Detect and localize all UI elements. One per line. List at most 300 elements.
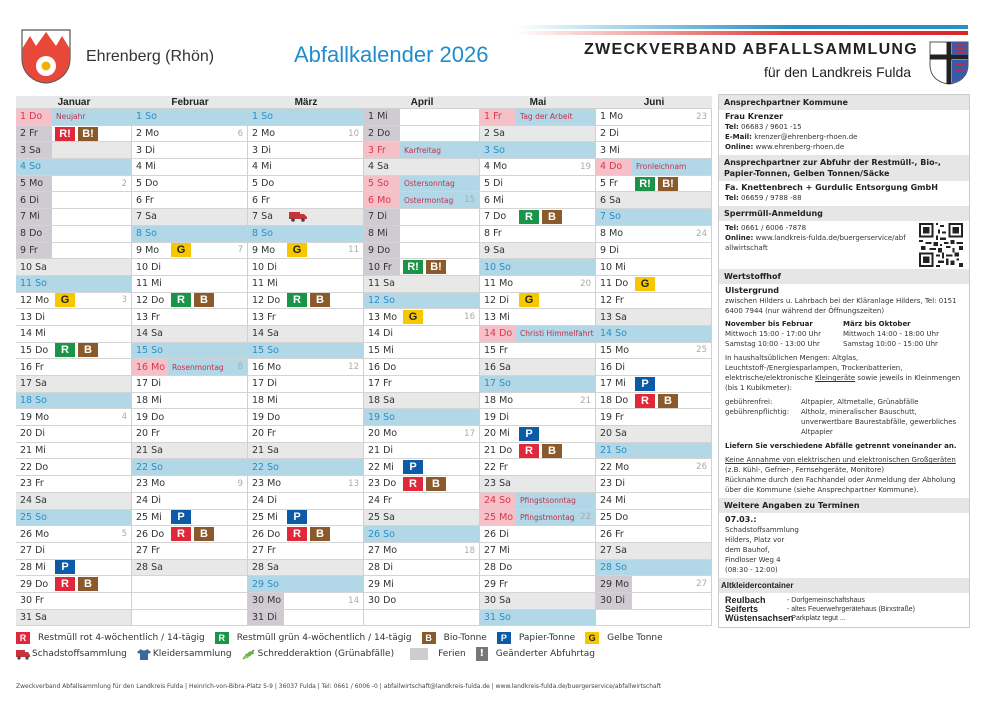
section-kommune — [719, 110, 969, 155]
day-label: 10 Di — [136, 261, 162, 273]
week-number: 10 — [348, 128, 359, 139]
day-row — [248, 159, 363, 176]
day-row — [248, 276, 363, 293]
branch-icon — [242, 649, 256, 660]
day-label: 24 Fr — [368, 495, 392, 507]
holiday-name: Fronleichnam — [636, 162, 687, 172]
day-row — [16, 142, 131, 159]
day-label: 11 Mo — [484, 278, 514, 290]
restmuell-rot-changed-badge: R! — [55, 127, 75, 141]
day-row — [132, 476, 247, 493]
month-column — [132, 109, 248, 626]
day-label: 1 Fr — [480, 109, 516, 125]
day-row — [248, 209, 363, 226]
day-label: 13 Fr — [252, 311, 276, 323]
day-label: 28 Do — [484, 561, 513, 573]
legend-item-schredder — [242, 649, 394, 660]
bio-tonne-badge: B — [310, 293, 330, 307]
town-crest-icon — [20, 28, 72, 84]
day-label: 13 Mi — [484, 311, 510, 323]
day-label: 22 So — [252, 461, 279, 473]
day-row — [480, 593, 595, 610]
day-label: 4 Mo — [484, 161, 508, 173]
day-row — [16, 226, 131, 243]
day-row — [132, 276, 247, 293]
day-label: 15 So — [136, 344, 163, 356]
week-number: 24 — [696, 228, 707, 239]
day-label: 27 Sa — [600, 545, 627, 557]
day-label: 26 Mo — [20, 528, 50, 540]
day-row — [480, 409, 595, 426]
day-label: 11 Do — [600, 278, 629, 290]
day-label: 1 Do — [16, 109, 52, 125]
gelbe-tonne-badge: G — [171, 243, 191, 257]
day-row — [364, 259, 479, 276]
tel-label: Tel: — [725, 123, 739, 131]
day-row — [248, 443, 363, 460]
day-label: 18 Mo — [484, 395, 514, 407]
day-row — [16, 459, 131, 476]
entry-location: - Dorfgemeinschaftshaus — [787, 597, 865, 604]
day-label: 11 So — [20, 278, 47, 290]
day-label: 19 So — [368, 411, 395, 423]
day-label: 14 So — [600, 328, 627, 340]
day-row — [364, 209, 479, 226]
day-label: 28 So — [600, 561, 627, 573]
day-row — [596, 493, 711, 510]
day-row — [16, 243, 131, 260]
day-label: 28 Di — [368, 561, 394, 573]
day-row — [480, 543, 595, 560]
holiday-name: Pfingstmontag — [520, 512, 575, 522]
day-label: 20 Di — [20, 428, 46, 440]
month-column — [596, 109, 712, 626]
day-row — [480, 393, 595, 410]
restmuell-gruen-changed-badge: R! — [403, 260, 423, 274]
day-label: 2 Fr — [16, 126, 52, 142]
website-link[interactable]: www.ehrenberg-rhoen.de — [755, 143, 845, 151]
week-number: 3 — [121, 295, 127, 306]
day-label: 16 Do — [368, 361, 397, 373]
truck-icon — [289, 211, 307, 222]
day-row — [16, 293, 131, 310]
day-label: 6 Fr — [136, 194, 154, 206]
tel-value: 06683 / 9601 -15 — [741, 123, 802, 131]
day-row — [364, 543, 479, 560]
week-number: 18 — [464, 545, 475, 556]
day-row — [132, 326, 247, 343]
website-link[interactable]: www.landkreis-fulda.de/buergerservice/abfallwirtschaft — [725, 234, 906, 252]
day-label: 16 Mo — [132, 359, 168, 375]
header — [0, 0, 984, 92]
day-label: 23 Mo — [252, 478, 282, 490]
empty-cell — [596, 610, 711, 627]
calendar-header — [16, 96, 712, 109]
restmuell-gruen-badge: R — [519, 210, 539, 224]
day-row — [248, 393, 363, 410]
section-wertstoff — [719, 284, 969, 498]
day-row — [364, 593, 479, 610]
day-row — [480, 459, 595, 476]
day-row — [16, 526, 131, 543]
termin-date: 07.03.: — [725, 515, 757, 524]
gelbe-tonne-badge: G — [55, 293, 75, 307]
bio-tonne-badge: B — [194, 293, 214, 307]
restmuell-rot-badge: R — [519, 444, 539, 458]
day-row — [596, 426, 711, 443]
day-row — [480, 126, 595, 143]
email-link[interactable]: krenzer@ehrenberg-rhoen.de — [754, 133, 858, 141]
day-row — [596, 276, 711, 293]
holiday-name: Karfreitag — [404, 145, 442, 155]
papier-tonne-badge: P — [519, 427, 539, 441]
day-label: 28 Mi — [20, 561, 46, 573]
entry-town: Reulbach — [725, 595, 766, 605]
day-label: 19 Do — [136, 411, 165, 423]
page-title: Abfallkalender 2026 — [294, 42, 489, 67]
termin-line: dem Bauhof, — [725, 546, 770, 554]
restmuell-gruen-badge: R — [215, 632, 229, 644]
season-1-line-2: Samstag 10:00 - 13:00 Uhr — [725, 340, 820, 348]
day-row — [596, 359, 711, 376]
day-row — [132, 376, 247, 393]
restmuell-gruen-badge: R — [171, 293, 191, 307]
day-row — [16, 259, 131, 276]
entry-location: - Parkplatz tegut ... — [787, 615, 846, 622]
section-title-abfuhr: Ansprechpartner zur Abfuhr der Restmüll-, Bio-, Papier-Tonnen, Gelben Tonnen/Säcke — [719, 155, 969, 181]
day-row — [480, 426, 595, 443]
bio-tonne-badge: B — [426, 477, 446, 491]
day-label: 27 Fr — [136, 545, 160, 557]
day-row — [364, 243, 479, 260]
season-1: November bis Februar — [725, 320, 813, 328]
day-row — [16, 326, 131, 343]
day-label: 4 So — [20, 161, 41, 173]
footer: Zweckverband Abfallsammlung für den Landkreis Fulda | Heinrich-von-Bibra-Platz 5-9 | 36037 Fulda | Tel: 0661 / 6006 -0 | abfallwirtschaft@landkreis-fulda.de | www.landkreis-fulda.de/buergerservice/abfallwirtschaft — [16, 683, 662, 690]
day-label: 12 Do — [252, 294, 281, 306]
day-label: 18 So — [20, 395, 47, 407]
wertstoff-info — [725, 353, 963, 393]
day-row — [596, 576, 711, 593]
day-label: 22 Do — [20, 461, 49, 473]
qr-code-icon[interactable] — [919, 223, 963, 267]
day-label: 16 Sa — [484, 361, 511, 373]
gelbe-tonne-badge: G — [403, 310, 423, 324]
day-label: 18 Mi — [252, 395, 278, 407]
season-1-line-1: Mittwoch 15:00 - 17:00 Uhr — [725, 330, 821, 338]
day-label: 7 Sa — [252, 211, 273, 223]
legend-label: Gelbe Tonne — [607, 633, 663, 643]
bio-tonne-badge: B — [194, 527, 214, 541]
month-header: Februar — [171, 97, 209, 108]
day-label: 11 Mi — [136, 278, 162, 290]
day-label: 20 Fr — [136, 428, 160, 440]
day-row — [16, 476, 131, 493]
day-label: 26 Di — [484, 528, 510, 540]
day-row — [132, 159, 247, 176]
day-row — [132, 393, 247, 410]
day-label: 25 Mi — [252, 511, 278, 523]
day-row — [132, 543, 247, 560]
week-number: 22 — [580, 512, 591, 523]
day-row — [364, 476, 479, 493]
papier-tonne-badge: P — [403, 460, 423, 474]
day-label: 19 Fr — [600, 411, 624, 423]
day-label: 23 Do — [368, 478, 397, 490]
papier-tonne-badge: P — [287, 510, 307, 524]
legend-item — [215, 632, 412, 644]
day-row — [596, 226, 711, 243]
day-label: 15 So — [252, 344, 279, 356]
fee-value: Altholz, mineralischer Bauschutt, unverwertbare Baurestabfälle, gewerbliches Altpapier — [801, 408, 957, 436]
day-label: 25 Sa — [368, 511, 395, 523]
info-panel — [718, 94, 970, 628]
day-label: 28 Sa — [252, 561, 279, 573]
day-row — [596, 443, 711, 460]
day-row — [364, 176, 479, 193]
no-accept-detail: (z.B. Kühl-, Gefrier-, Fernsehgeräte, Monitore) — [725, 466, 885, 474]
day-row — [364, 560, 479, 577]
restmuell-gruen-badge: R — [287, 293, 307, 307]
day-row — [480, 209, 595, 226]
papier-tonne-badge: P — [497, 632, 511, 644]
day-row — [596, 176, 711, 193]
day-label: 26 Do — [136, 528, 165, 540]
entry-town: Seiferts — [725, 604, 759, 614]
week-number: 23 — [696, 111, 707, 122]
season-2: März bis Oktober — [843, 320, 911, 328]
day-label: 7 Di — [364, 209, 400, 225]
month-column — [16, 109, 132, 626]
online-label: Online: — [725, 234, 754, 242]
day-row — [132, 493, 247, 510]
day-row — [248, 126, 363, 143]
bio-tonne-changed-badge: B! — [78, 127, 98, 141]
legend-label: Bio-Tonne — [443, 633, 487, 643]
restmuell-gruen-changed-badge: R! — [635, 177, 655, 191]
day-row — [364, 326, 479, 343]
day-row — [480, 142, 595, 159]
day-label: 19 Do — [252, 411, 281, 423]
day-row — [16, 159, 131, 176]
org-subtitle: für den Landkreis Fulda — [764, 64, 912, 80]
day-label: 13 Mo — [368, 311, 398, 323]
termin-line: Findloser Weg 4 — [725, 556, 781, 564]
truck-icon — [16, 649, 30, 660]
day-label: 22 Mo — [600, 461, 630, 473]
day-label: 14 Mi — [20, 328, 46, 340]
legend-label-changed: Geänderter Abfuhrtag — [495, 649, 595, 659]
company-name: Fa. Knettenbrech + Gurdulic Entsorgung GmbH — [725, 183, 938, 192]
day-label: 24 Mi — [600, 495, 626, 507]
day-row — [248, 610, 363, 627]
day-label: 11 Sa — [368, 278, 395, 290]
day-label: 20 Fr — [252, 428, 276, 440]
altkleider-entry — [725, 596, 963, 605]
bio-tonne-changed-badge: B! — [426, 260, 446, 274]
day-row — [596, 409, 711, 426]
day-label: 22 Fr — [484, 461, 508, 473]
day-row — [364, 142, 479, 159]
day-label: 25 Do — [600, 511, 629, 523]
day-label: 4 Mi — [136, 161, 156, 173]
day-row — [248, 226, 363, 243]
day-label: 8 Do — [16, 226, 52, 242]
town-name: Ehrenberg (Rhön) — [86, 48, 215, 65]
section-title-wertstoff: Wertstoffhof — [719, 269, 969, 284]
holiday-name: Pfingstsonntag — [520, 496, 576, 506]
fee-free-value: Altpapier, Altmetalle, Grünabfälle — [801, 398, 919, 406]
day-label: 8 Mo — [600, 228, 624, 240]
day-label: 12 Do — [136, 294, 165, 306]
empty-cell — [132, 593, 247, 610]
day-row — [480, 476, 595, 493]
week-number: 13 — [348, 478, 359, 489]
day-label: 8 Fr — [484, 228, 502, 240]
day-row — [480, 376, 595, 393]
day-row — [364, 293, 479, 310]
day-label: 21 Sa — [252, 445, 279, 457]
decor-stripe-red — [516, 31, 968, 35]
day-row — [16, 359, 131, 376]
day-row — [480, 576, 595, 593]
day-row — [16, 176, 131, 193]
day-label: 3 Sa — [16, 142, 52, 158]
calendar — [16, 96, 712, 626]
day-row — [364, 309, 479, 326]
day-label: 6 Di — [16, 192, 52, 208]
day-row — [364, 276, 479, 293]
day-row — [480, 159, 595, 176]
online-label: Online: — [725, 143, 754, 151]
day-row — [480, 326, 595, 343]
day-label: 7 Do — [484, 211, 507, 223]
day-label: 9 Mo — [136, 244, 160, 256]
day-label: 17 Di — [136, 378, 162, 390]
day-row — [480, 510, 595, 527]
day-row — [132, 126, 247, 143]
day-label: 27 Di — [20, 545, 46, 557]
week-number: 2 — [121, 178, 127, 189]
day-label: 5 So — [364, 176, 400, 192]
day-label: 15 Fr — [484, 344, 508, 356]
day-row — [596, 526, 711, 543]
day-row — [16, 593, 131, 610]
day-label: 14 Sa — [136, 328, 163, 340]
day-label: 3 Mi — [600, 144, 620, 156]
fee-label: gebührenpflichtig: — [725, 408, 790, 416]
gelbe-tonne-badge: G — [287, 243, 307, 257]
day-label: 1 So — [252, 111, 273, 123]
day-row — [132, 142, 247, 159]
day-label: 29 Mi — [368, 578, 394, 590]
week-number: 11 — [348, 245, 359, 256]
restmuell-rot-badge: R — [171, 527, 191, 541]
day-row — [596, 192, 711, 209]
day-row — [248, 359, 363, 376]
gelbe-tonne-badge: G — [635, 277, 655, 291]
week-number: 5 — [121, 529, 127, 540]
day-label: 31 Di — [248, 610, 284, 626]
legend-item — [16, 632, 205, 644]
day-label: 30 Sa — [484, 595, 511, 607]
day-label: 17 Sa — [20, 378, 47, 390]
day-row — [16, 276, 131, 293]
day-row — [596, 126, 711, 143]
day-label: 1 Mo — [600, 111, 624, 123]
day-row — [132, 293, 247, 310]
day-row — [596, 142, 711, 159]
restmuell-rot-badge: R — [403, 477, 423, 491]
day-label: 5 Fr — [600, 178, 618, 190]
day-label: 5 Do — [252, 178, 275, 190]
day-label: 1 So — [136, 111, 157, 123]
tel-value: 0661 / 6006 -7878 — [741, 224, 807, 232]
decor-stripe-blue — [516, 25, 968, 29]
day-label: 9 Sa — [484, 244, 505, 256]
day-row — [364, 343, 479, 360]
day-label: 23 Fr — [20, 478, 44, 490]
week-number: 8 — [237, 362, 243, 373]
day-row — [132, 409, 247, 426]
restmuell-gruen-badge: R — [55, 343, 75, 357]
day-row — [16, 393, 131, 410]
day-row — [364, 226, 479, 243]
day-row — [596, 543, 711, 560]
day-label: 8 Mi — [364, 226, 400, 242]
week-number: 14 — [348, 595, 359, 606]
day-row — [364, 510, 479, 527]
week-number: 6 — [237, 128, 243, 139]
day-row — [596, 259, 711, 276]
day-row — [132, 109, 247, 126]
day-row — [596, 560, 711, 577]
month-header: Januar — [57, 97, 91, 108]
papier-tonne-badge: P — [55, 560, 75, 574]
day-label: 2 Sa — [484, 128, 505, 140]
day-label: 29 Mo — [596, 576, 632, 592]
day-row — [132, 426, 247, 443]
day-label: 31 So — [484, 611, 511, 623]
gelbe-tonne-badge: G — [519, 293, 539, 307]
day-label: 7 Mi — [16, 209, 52, 225]
holiday-name: Ostersonntag — [404, 179, 455, 189]
day-label: 4 Sa — [368, 161, 389, 173]
district-crest-icon — [929, 41, 969, 85]
day-row — [596, 243, 711, 260]
section-title-altkleider: Altkleidercontainer — [719, 578, 969, 593]
day-row — [364, 159, 479, 176]
day-label: 21 Do — [484, 445, 513, 457]
day-label: 2 Mo — [252, 128, 276, 140]
day-row — [248, 560, 363, 577]
tel-label: Tel: — [725, 224, 739, 232]
day-row — [248, 576, 363, 593]
day-label: 18 Do — [600, 395, 629, 407]
day-label: 15 Do — [20, 344, 49, 356]
day-row — [364, 393, 479, 410]
day-row — [132, 209, 247, 226]
day-row — [132, 343, 247, 360]
day-row — [596, 393, 711, 410]
day-row — [364, 126, 479, 143]
day-row — [248, 192, 363, 209]
return-text: Rücknahme durch den Fachhandel oder Anmeldung der Abholung über die Kommune (siehe Ansprechpartner Kommune). — [725, 476, 956, 494]
day-label: 2 Di — [600, 128, 620, 140]
day-label: 23 Sa — [484, 478, 511, 490]
day-row — [480, 243, 595, 260]
week-number: 16 — [464, 312, 475, 323]
